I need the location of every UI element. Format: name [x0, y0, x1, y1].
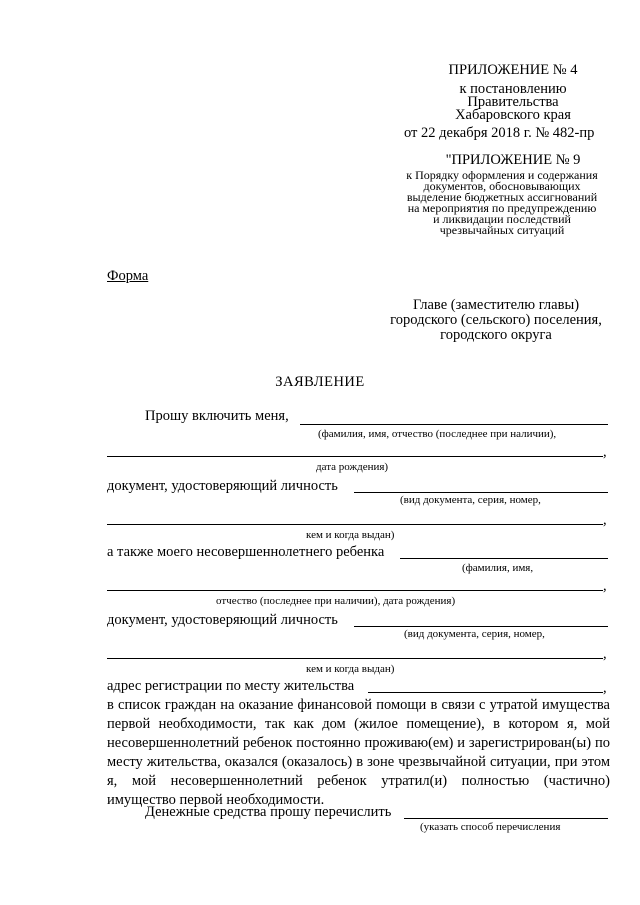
addressee-line2: городского (сельского) поселения, — [390, 312, 602, 328]
dob-hint: дата рождения) — [316, 461, 389, 473]
id-issued-field[interactable] — [107, 524, 603, 525]
transfer-label: Денежные средства прошу перечислить — [145, 804, 392, 820]
fio-field[interactable] — [300, 424, 608, 425]
appendix-4-line1: к постановлению — [459, 81, 567, 97]
comma-5: , — [603, 680, 607, 696]
transfer-field[interactable] — [404, 818, 608, 819]
child-id-issued-hint: кем и когда выдан) — [306, 663, 395, 675]
child-label: а также моего несовершеннолетнего ребенка — [107, 544, 385, 560]
address-label: адрес регистрации по месту жительства — [107, 678, 355, 694]
appendix-4-date: от 22 декабря 2018 г. № 482-пр — [404, 125, 595, 141]
appendix-4-line2: Правительства — [467, 94, 559, 110]
appendix-9-line4: на мероприятия по предупреждению — [407, 201, 597, 215]
child-rest-field[interactable] — [107, 590, 603, 591]
appendix-9-line6: чрезвычайных ситуаций — [439, 223, 565, 237]
include-me-label: Прошу включить меня, — [145, 408, 289, 424]
comma-2: , — [603, 512, 607, 528]
address-field[interactable] — [368, 692, 603, 693]
addressee-line1: Главе (заместителю главы) — [412, 297, 580, 313]
appendix-9-line5: и ликвидации последствий — [433, 212, 571, 226]
appendix-9-line2: документов, обосновывающих — [423, 179, 581, 193]
transfer-hint: (указать способ перечисления — [420, 821, 561, 833]
id-document-field[interactable] — [354, 492, 608, 493]
appendix-9-line1: к Порядку оформления и содержания — [406, 168, 598, 182]
child-id-issued-field[interactable] — [107, 658, 603, 659]
id-issued-hint: кем и когда выдан) — [306, 529, 395, 541]
child-rest-hint: отчество (последнее при наличии), дата рождения) — [216, 595, 456, 607]
form-label: Форма — [107, 268, 149, 284]
comma-4: , — [603, 646, 607, 662]
comma-1: , — [603, 444, 607, 460]
comma-3: , — [603, 578, 607, 594]
addressee-line3: городского округа — [440, 327, 552, 343]
child-id-document-field[interactable] — [354, 626, 608, 627]
id-document-hint: (вид документа, серия, номер, — [400, 494, 541, 506]
fio-hint: (фамилия, имя, отчество (последнее при наличии), — [318, 428, 557, 440]
child-name-hint: (фамилия, имя, — [462, 562, 534, 574]
child-name-field[interactable] — [400, 558, 608, 559]
statement-paragraph: в список граждан на оказание финансовой помощи в связи с утратой имущества первой необходимости, так как дом (жилое помещение), в котором я, мой несовершеннолетний ребенок постоянно проживаю(ем) и зарегистрирован(ы) по месту жительства, оказался (оказалось) в зоне чрезвычайной ситуации, при этом я, мой несовершеннолетний ребенок утратил(и) полностью (частично) имущество первой необходимости. — [107, 697, 610, 808]
appendix-9-title: "ПРИЛОЖЕНИЕ № 9 — [445, 152, 581, 168]
appendix-9-line3: выделение бюджетных ассигнований — [406, 190, 598, 204]
id-document-label: документ, удостоверяющий личность — [107, 478, 338, 494]
appendix-4-line3: Хабаровского края — [455, 107, 571, 123]
page-title: ЗАЯВЛЕНИЕ — [275, 374, 365, 390]
dob-field[interactable] — [107, 456, 603, 457]
child-id-document-label: документ, удостоверяющий личность — [107, 612, 338, 628]
child-id-document-hint: (вид документа, серия, номер, — [404, 628, 545, 640]
appendix-4-title: ПРИЛОЖЕНИЕ № 4 — [448, 62, 578, 78]
